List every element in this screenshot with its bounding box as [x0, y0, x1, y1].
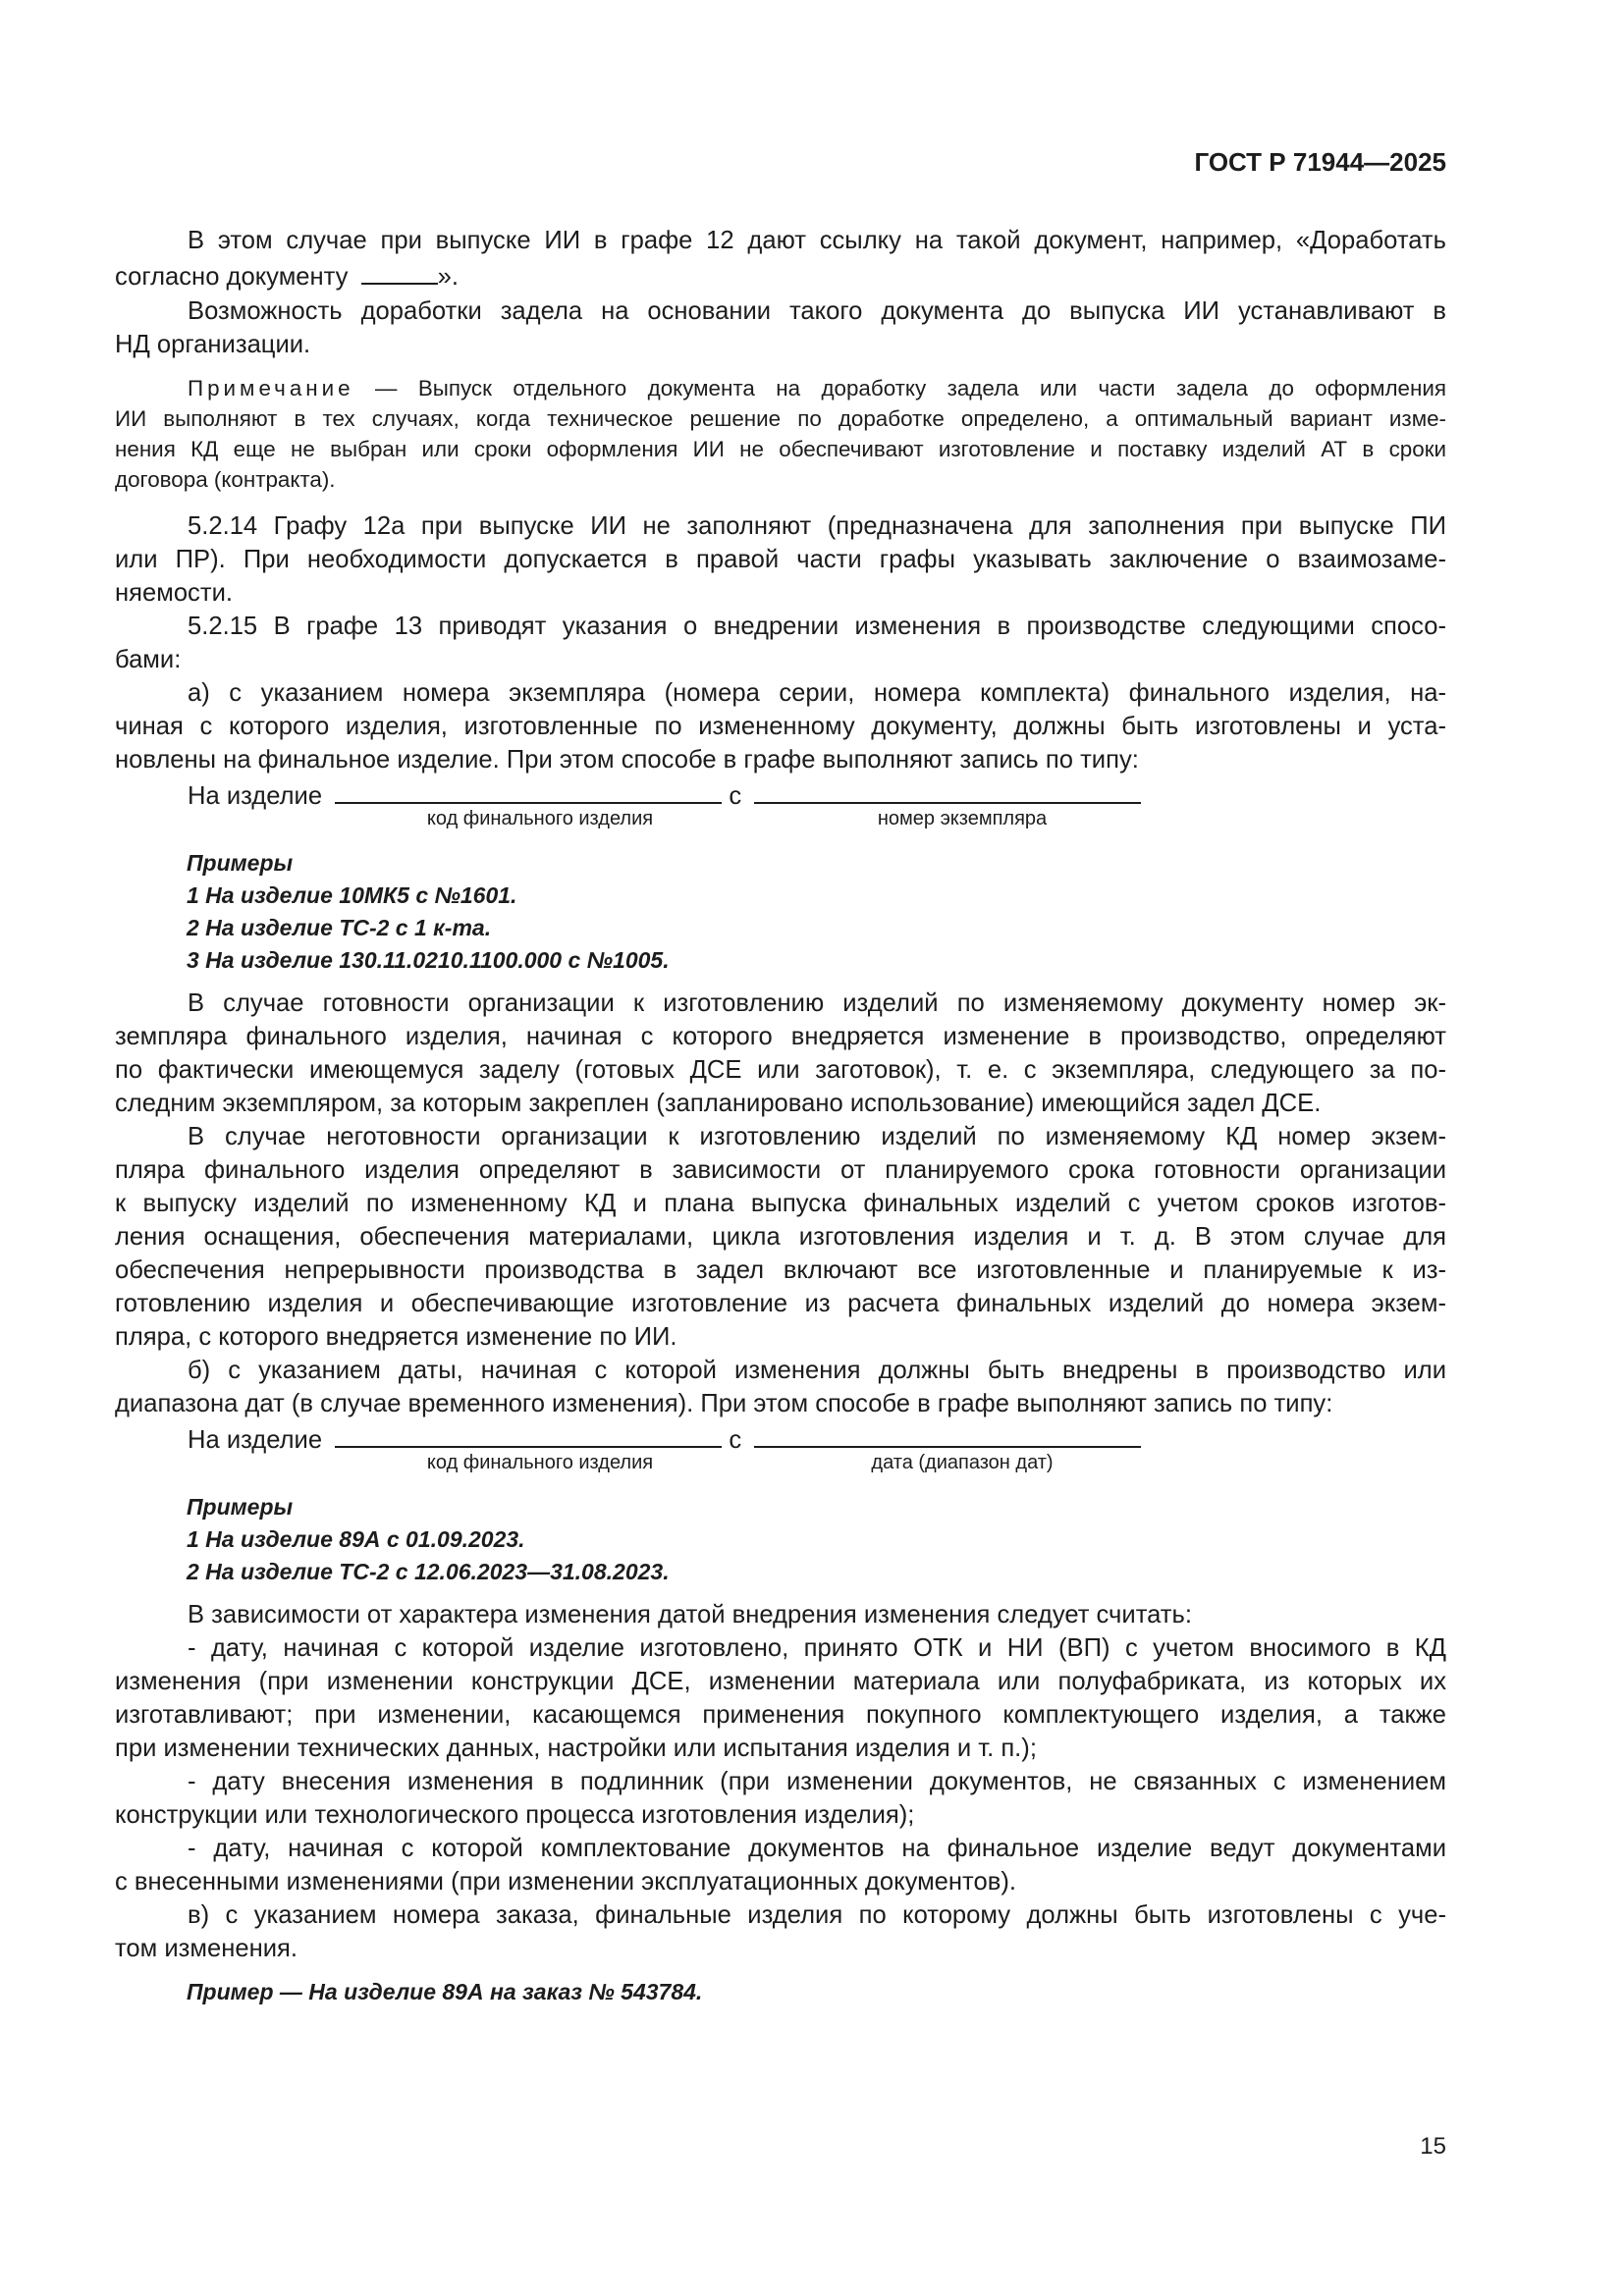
paragraph-line: б) с указанием даты, начиная с которой изменения должны быть внедрены в производство или: [188, 1357, 1446, 1384]
paragraph-line: чиная с которого изделия, изготовленные по измененному документу, должны быть изготовлены и уста-: [115, 713, 1446, 740]
list-item-line: изготавливают; при изменении, касающемся применения покупного комплектующего изделия, а также: [115, 1701, 1446, 1729]
paragraph-line: пляра, с которого внедряется изменение по ИИ.: [115, 1323, 677, 1351]
paragraph-line: ления оснащения, обеспечения материалами, цикла изготовления изделия и т. д. В этом случае для: [115, 1223, 1446, 1251]
field-caption: код финального изделия: [426, 1452, 654, 1473]
paragraph-line: или ПР). При необходимости допускается в правой части графы указывать заключение о взаимозаме-: [115, 546, 1446, 573]
blank-field: [754, 778, 1141, 804]
paragraph-line: В этом случае при выпуске ИИ в графе 12 дают ссылку на такой документ, например, «Доработать: [188, 227, 1446, 254]
list-item-line: конструкции или технологического процесса изготовления изделия);: [115, 1801, 915, 1829]
note-text: — Выпуск отдельного документа на доработку задела или части задела до оформления: [375, 376, 1446, 400]
paragraph-line: следним экземпляром, за которым закреплен (запланировано использование) имеющийся задел ДСЕ.: [115, 1090, 1322, 1117]
paragraph-line: В зависимости от характера изменения датой внедрения изменения следует считать:: [188, 1601, 1192, 1629]
paragraph-line: в) с указанием номера заказа, финальные изделия по которому должны быть изготовлены с уче-: [188, 1901, 1446, 1929]
example-item: 3 На изделие 130.11.0210.1100.000 с №1005.: [187, 947, 670, 973]
paragraph-line: 5.2.14 Графу 12а при выпуске ИИ не заполняют (предназначена для заполнения при выпуске ПИ: [188, 512, 1446, 540]
note-label: Примечание: [188, 376, 354, 400]
page-number: 15: [1420, 2133, 1446, 2160]
paragraph-line: 5.2.15 В графе 13 приводят указания о внедрении изменения в производстве следующими спосо-: [188, 613, 1446, 640]
paragraph-line: НД организации.: [115, 331, 311, 358]
field-caption: дата (диапазон дат): [871, 1452, 1054, 1473]
list-item-line: - дату, начиная с которой комплектование документов на финальное изделие ведут документами: [188, 1835, 1446, 1862]
paragraph-line: В случае неготовности организации к изготовлению изделий по изменяемому КД номер экзем-: [188, 1123, 1446, 1150]
list-item-line: - дату внесения изменения в подлинник (при изменении документов, не связанных с изменением: [188, 1768, 1446, 1795]
form-middle: с: [729, 1426, 742, 1454]
example-item: 2 На изделие ТС-2 с 1 к-та.: [187, 915, 492, 940]
list-item-line: - дату, начиная с которой изделие изготовлено, принято ОТК и НИ (ВП) с учетом вносимого в КД: [188, 1634, 1446, 1662]
paragraph-text: согласно документу: [115, 263, 349, 291]
note-line: договора (контракта).: [115, 467, 336, 492]
field-caption: код финального изделия: [426, 808, 654, 829]
blank-field: [335, 1422, 722, 1448]
form-prefix: На изделие: [188, 1426, 323, 1454]
form-line: [115, 1422, 1446, 1452]
paragraph-line: [115, 259, 1446, 289]
paragraph-text: ».: [437, 263, 459, 291]
blank-field: [335, 778, 722, 804]
list-item-line: изменения (при изменении конструкции ДСЕ, изменении материала или полуфабриката, из которых их: [115, 1668, 1446, 1695]
form-line: [115, 778, 1446, 808]
paragraph-line: по фактически имеющемуся заделу (готовых ДСЕ или заготовок), т. е. с экземпляра, следующего за по-: [115, 1056, 1446, 1084]
paragraph-line: готовлению изделия и обеспечивающие изготовление из расчета финальных изделий до номера экзем-: [115, 1290, 1446, 1317]
field-caption: номер экземпляра: [877, 808, 1048, 829]
document-code: ГОСТ Р 71944—2025: [1194, 147, 1446, 177]
paragraph-line: диапазона дат (в случае временного изменения). При этом способе в графе выполняют запись по типу:: [115, 1390, 1333, 1417]
note-line: [115, 375, 1446, 402]
blank-field: [361, 259, 438, 285]
paragraph-line: а) с указанием номера экземпляра (номера серии, номера комплекта) финального изделия, на-: [188, 679, 1446, 707]
paragraph-line: новлены на финальное изделие. При этом способе в графе выполняют запись по типу:: [115, 746, 1139, 774]
example-item: Пример — На изделие 89А на заказ № 543784.: [187, 1979, 703, 2004]
form-middle: с: [729, 782, 742, 810]
note-line: ИИ выполняют в тех случаях, когда техническое решение по доработке определено, а оптимальный вариант изме-: [115, 406, 1446, 431]
examples-title: Примеры: [187, 850, 294, 876]
blank-field: [754, 1422, 1141, 1448]
list-item-line: при изменении технических данных, настройки или испытания изделия и т. п.);: [115, 1735, 1037, 1762]
paragraph-line: том изменения.: [115, 1935, 298, 1962]
example-item: 1 На изделие 10МК5 с №1601.: [187, 882, 517, 908]
paragraph-line: пляра финального изделия определяют в зависимости от планируемого срока готовности организации: [115, 1156, 1446, 1184]
paragraph-line: Возможность доработки задела на основании такого документа до выпуска ИИ устанавливают в: [188, 297, 1446, 325]
paragraph-line: к выпуску изделий по измененному КД и плана выпуска финальных изделий с учетом сроков изготов-: [115, 1190, 1446, 1217]
examples-title: Примеры: [187, 1494, 294, 1520]
paragraph-line: обеспечения непрерывности производства в задел включают все изготовленные и планируемые к из-: [115, 1256, 1446, 1284]
example-item: 2 На изделие ТС-2 с 12.06.2023—31.08.2023.: [187, 1559, 670, 1584]
paragraph-line: земпляра финального изделия, начиная с которого внедряется изменение в производство, определяют: [115, 1023, 1446, 1050]
note-line: нения КД еще не выбран или сроки оформления ИИ не обеспечивают изготовление и поставку изделий АТ в сроки: [115, 437, 1446, 461]
example-item: 1 На изделие 89А с 01.09.2023.: [187, 1526, 525, 1552]
paragraph-line: В случае готовности организации к изготовлению изделий по изменяемому документу номер эк-: [188, 989, 1446, 1017]
form-prefix: На изделие: [188, 782, 323, 810]
list-item-line: с внесенными изменениями (при изменении эксплуатационных документов).: [115, 1868, 1016, 1896]
paragraph-line: няемости.: [115, 579, 233, 607]
paragraph-line: бами:: [115, 646, 182, 673]
